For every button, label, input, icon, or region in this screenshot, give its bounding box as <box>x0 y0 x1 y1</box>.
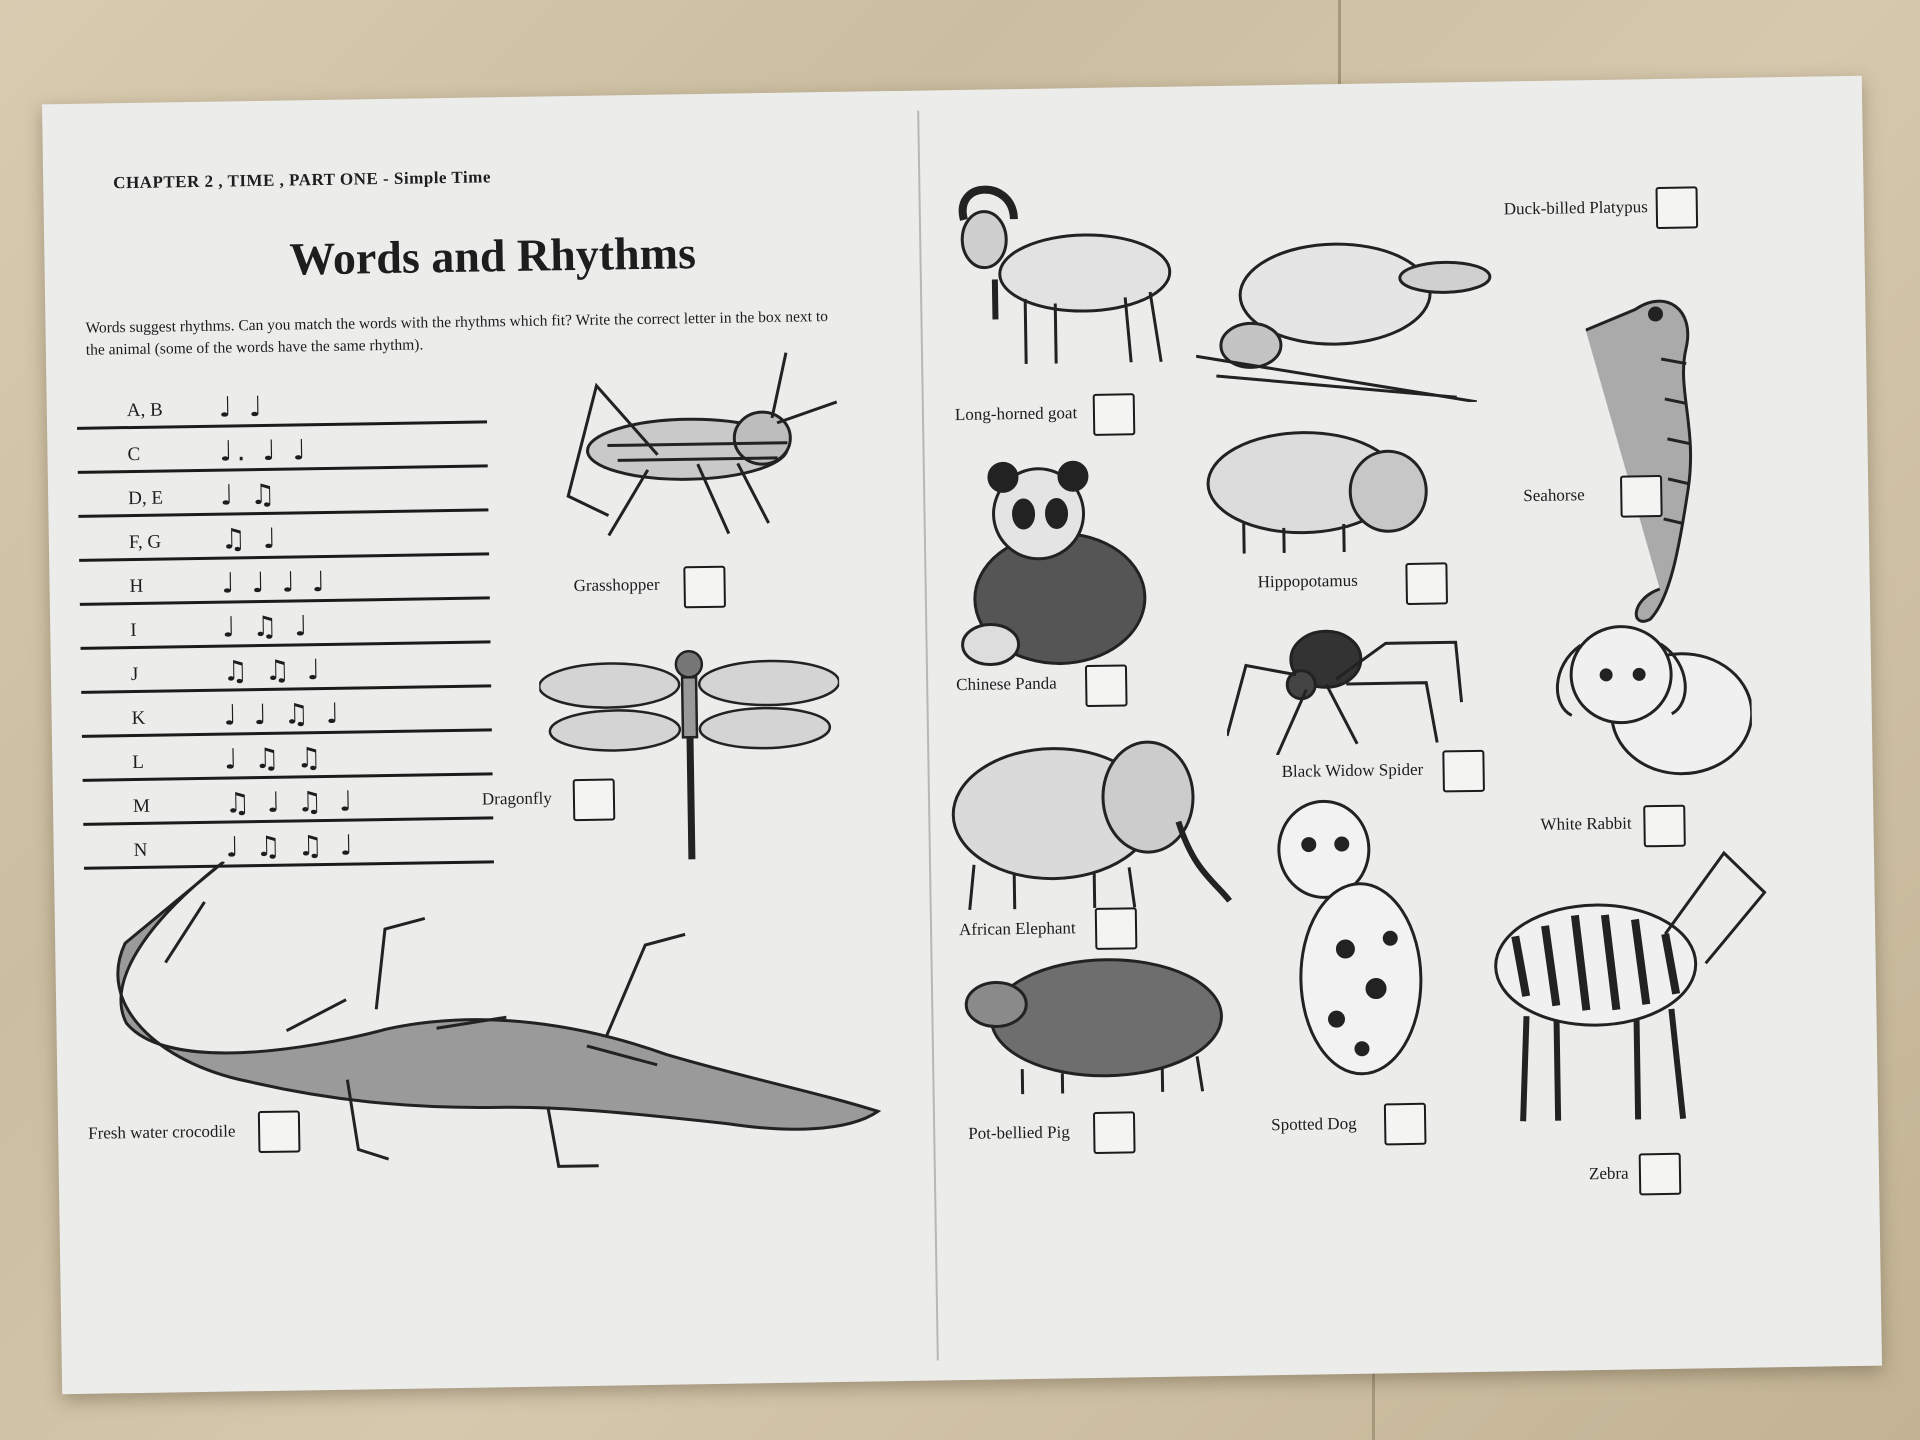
spider-label: Black Widow Spider <box>1281 759 1424 781</box>
rhythm-row <box>83 775 494 825</box>
hippo-answer-box[interactable] <box>1405 562 1448 605</box>
rhythm-row <box>82 731 493 781</box>
page-title: Words and Rhythms <box>289 227 697 285</box>
rhythm-row <box>78 511 489 561</box>
rhythm-notes: ♩ ♫ ♫ <box>224 741 326 776</box>
rhythm-notes: ♩. ♩ ♩ <box>219 433 311 468</box>
dragonfly-answer-box[interactable] <box>573 778 616 821</box>
dog-answer-box[interactable] <box>1384 1103 1427 1146</box>
rabbit-label: White Rabbit <box>1540 813 1632 834</box>
rhythm-row <box>76 379 487 429</box>
seahorse-label: Seahorse <box>1523 485 1585 506</box>
pig-icon <box>960 946 1232 1100</box>
platypus-label: Duck-billed Platypus <box>1503 197 1648 219</box>
rhythm-row <box>79 555 490 605</box>
floor-tile-line <box>1372 1370 1375 1440</box>
rhythm-letter: A, B <box>126 399 163 422</box>
rhythm-row <box>78 467 489 517</box>
dog-icon <box>1263 798 1438 1091</box>
rhythm-notes: ♩ ♩ ♩ ♩ <box>221 564 330 600</box>
rhythm-notes: ♫ ♫ ♩ <box>222 653 325 688</box>
rhythm-letter: H <box>129 575 144 598</box>
pig-answer-box[interactable] <box>1093 1111 1136 1154</box>
rhythm-notes: ♫ ♩ ♫ ♩ <box>224 784 357 820</box>
spider-answer-box[interactable] <box>1442 750 1485 793</box>
rhythm-row <box>81 643 492 693</box>
rhythm-row <box>81 687 492 737</box>
dog-label: Spotted Dog <box>1271 1113 1357 1135</box>
grasshopper-icon <box>536 342 859 557</box>
page-fold <box>917 111 939 1361</box>
crocodile-answer-box[interactable] <box>258 1110 301 1153</box>
rhythm-notes: ♩ ♫ ♩ <box>221 609 312 644</box>
rhythm-letter: N <box>133 839 148 862</box>
platypus-icon <box>1194 221 1517 406</box>
seahorse-icon <box>1585 268 1731 630</box>
rabbit-icon <box>1540 603 1753 791</box>
dragonfly-label: Dragonfly <box>481 788 552 809</box>
rhythm-letter: M <box>132 795 151 818</box>
seahorse-answer-box[interactable] <box>1620 475 1663 518</box>
rhythm-notes: ♫ ♩ <box>220 521 281 556</box>
goat-icon <box>943 176 1186 370</box>
elephant-answer-box[interactable] <box>1095 907 1138 950</box>
elephant-icon <box>942 731 1235 916</box>
dragonfly-icon <box>539 647 842 867</box>
elephant-label: African Elephant <box>958 918 1076 940</box>
grasshopper-label: Grasshopper <box>573 574 660 596</box>
rhythm-letter: C <box>127 443 141 466</box>
rhythm-notes: ♩ ♫ <box>219 477 280 512</box>
worksheet-page <box>42 76 1882 1394</box>
grasshopper-answer-box[interactable] <box>683 566 726 609</box>
panda-answer-box[interactable] <box>1085 664 1128 707</box>
hippo-icon <box>1202 411 1429 560</box>
hippo-label: Hippopotamus <box>1257 570 1358 592</box>
rhythm-row <box>77 423 488 473</box>
crocodile-label: Fresh water crocodile <box>87 1121 236 1143</box>
rhythm-table <box>76 379 494 869</box>
rhythm-letter: J <box>130 663 139 686</box>
zebra-answer-box[interactable] <box>1639 1153 1682 1196</box>
rhythm-letter: K <box>131 707 146 730</box>
chapter-heading: CHAPTER 2 , TIME , PART ONE - Simple Time <box>113 167 492 193</box>
zebra-label: Zebra <box>1588 1163 1629 1184</box>
rhythm-letter: F, G <box>128 531 162 554</box>
goat-label: Long-horned goat <box>954 403 1078 425</box>
goat-answer-box[interactable] <box>1093 393 1136 436</box>
zebra-icon <box>1474 832 1779 1127</box>
panda-icon <box>948 457 1151 670</box>
pig-label: Pot-bellied Pig <box>968 1122 1070 1143</box>
spider-icon <box>1225 622 1467 756</box>
instructions: Words suggest rhythms. Can you match the words with the rhythms which fit? Write the correct letter in the box next to the animal (some of the words have the same rhythm). <box>85 308 829 359</box>
rhythm-notes: ♩ ♩ <box>218 389 267 424</box>
rhythm-row <box>80 599 491 649</box>
platypus-answer-box[interactable] <box>1655 186 1698 229</box>
rhythm-letter: L <box>132 751 145 774</box>
rhythm-letter: D, E <box>128 487 164 510</box>
rhythm-notes: ♩ ♩ ♫ ♩ <box>223 696 344 732</box>
panda-label: Chinese Panda <box>956 673 1057 695</box>
rhythm-letter: I <box>130 619 137 642</box>
floor-tile-line <box>1338 0 1341 95</box>
rhythm-notes: ♩ ♫ ♫ ♩ <box>225 828 358 864</box>
